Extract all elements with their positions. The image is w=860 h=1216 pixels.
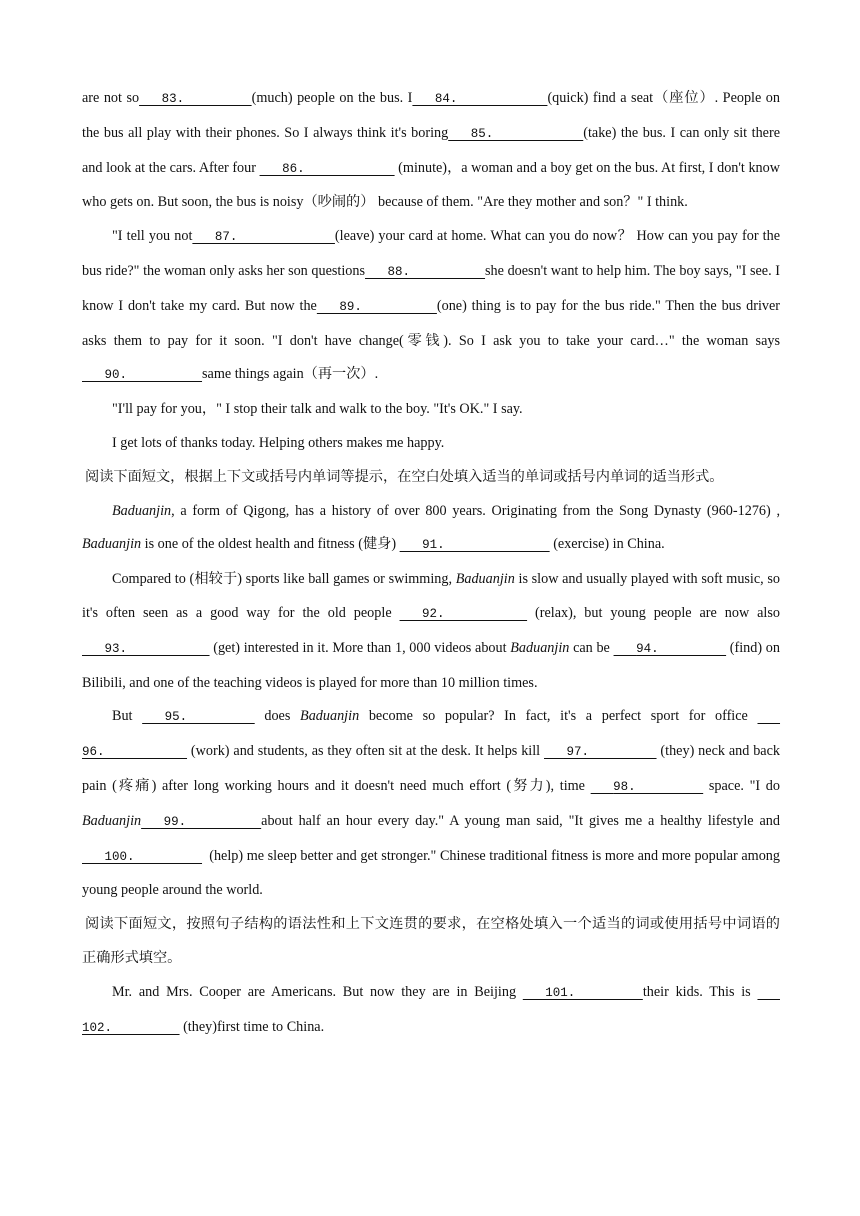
answer-blank[interactable] [758, 701, 781, 735]
paragraph [82, 700, 784, 908]
text-run: (help) me sleep better and get stronger." Chinese traditional fitness is more and more popular among young people around the world. [82, 847, 784, 899]
text-run: (minute)，a woman and a boy get on the bus. At first, I don't know who gets on. But soon, the bus is noisy（吵闹的） because of them. "Are they mother and son？" I think. [82, 159, 784, 211]
italic-term: Baduanjin [510, 639, 570, 656]
italic-term: Baduanjin [455, 571, 515, 588]
paragraph [82, 908, 780, 976]
text-run: space. "I do [703, 777, 784, 794]
italic-term: Baduanjin [300, 708, 360, 725]
document-page [82, 82, 784, 1045]
text-run: "I tell you not [112, 228, 193, 245]
answer-blank[interactable] [614, 633, 637, 667]
answer-blank[interactable]: 90. [82, 368, 203, 383]
answer-blank[interactable]: 89. [316, 299, 437, 314]
text-run: their kids. This is [642, 983, 758, 1000]
answer-blank[interactable]: 100. [82, 849, 203, 864]
text-run: (take) the bus. I can only sit there and look at the cars. After four [82, 124, 784, 176]
text-run: (leave) your card at home. What can you do now？ How can you pay for the bus ride?" the woman only asks her son questions [82, 228, 784, 279]
text-run: (relax), but young people are now also [527, 604, 784, 621]
text-run: is slow and usually played with soft music, so it's often seen as a good way for the old people [82, 571, 784, 621]
answer-blank[interactable] [591, 771, 614, 805]
text-run: I get lots of thanks today. Helping others makes me happy. [112, 434, 445, 451]
text-run: she doesn't want to help him. The boy says, "I see. I know I don't take my card. But now the [82, 262, 784, 314]
answer-blank[interactable]: 85. [448, 126, 584, 141]
paragraph [82, 427, 780, 461]
paragraph [82, 393, 780, 427]
text-run: (work) and students, as they often sit at the desk. It helps kill [187, 743, 544, 760]
text-run: But [112, 708, 143, 725]
text-run: does [254, 708, 301, 725]
text-run: , a form of Qigong, has a history of over 800 years. Originating from the Song Dynasty (960-1276) , [171, 502, 784, 519]
answer-blank[interactable]: 94. [636, 641, 727, 656]
answer-blank[interactable]: 98. [613, 779, 704, 794]
answer-blank[interactable] [757, 977, 780, 1011]
answer-blank[interactable]: 101. [522, 985, 643, 1000]
paragraph [82, 220, 784, 393]
text-run: 阅读下面短文，根据上下文或括号内单词等提示，在空白处填入适当的单词或括号内单词的适当形式。 [85, 468, 724, 485]
answer-blank[interactable]: 91. [399, 538, 550, 553]
text-run: "I'll pay for you，" I stop their talk and walk to the boy. "It's OK." I say. [112, 401, 523, 418]
answer-blank[interactable]: 95. [142, 710, 255, 725]
answer-blank[interactable]: 92. [399, 606, 528, 621]
answer-blank[interactable]: 102. [82, 1020, 180, 1035]
text-run: can be [569, 639, 614, 656]
text-run: (much) people on the bus. I [251, 90, 413, 106]
italic-term: Baduanjin [82, 812, 142, 829]
answer-blank[interactable]: 88. [365, 264, 486, 279]
text-run: (they)first time to China. [179, 1018, 325, 1035]
text-run: about half an hour every day." A young man said, "It gives me a healthy lifestyle and [261, 812, 784, 829]
text-run: (quick) find a seat（座位）. People on the bus all play with their phones. So I always think it's boring [82, 90, 784, 141]
answer-blank[interactable]: 97. [544, 745, 657, 760]
paragraph [82, 495, 784, 564]
answer-blank[interactable]: 84. [412, 92, 548, 106]
italic-term: Baduanjin [82, 536, 142, 553]
answer-blank[interactable]: 86. [259, 161, 395, 176]
paragraph [82, 976, 780, 1046]
answer-blank[interactable]: 87. [192, 230, 335, 245]
paragraph [82, 563, 784, 700]
answer-blank[interactable]: 99. [141, 814, 262, 829]
paragraph [82, 82, 784, 220]
text-run: become so popular? In fact, it's a perfect sport for office [359, 708, 758, 725]
text-run: Compared to (相较于) sports like ball games or swimming, [112, 571, 456, 588]
text-run: are not so [82, 90, 140, 106]
paragraph [82, 461, 780, 495]
text-run: (exercise) in China. [549, 536, 665, 553]
text-run: (get) interested in it. More than 1, 000 videos about [209, 639, 511, 656]
text-run: (find) on Bilibili, and one of the teaching videos is played for more than 10 million times. [82, 639, 784, 691]
answer-blank[interactable]: 83. [139, 92, 252, 106]
answer-blank[interactable]: 93. [82, 641, 210, 656]
text-run: is one of the oldest health and fitness (健身) [141, 536, 400, 553]
answer-blank[interactable]: 96. [82, 745, 188, 760]
text-run: (one) thing is to pay for the bus ride." Then the bus driver asks them to pay for it soon. "I don't have change(零钱). So I ask you to take your card…" the woman says [82, 297, 784, 349]
text-run: (they) neck and back pain (疼痛) after long working hours and it doesn't need much effort (努力), time [82, 743, 784, 794]
text-run: same things again（再一次）. [202, 366, 379, 383]
text-run: 阅读下面短文，按照句子结构的语法性和上下文连贯的要求，在空格处填入一个适当的词或使用括号中词语的正确形式填空。 [82, 916, 780, 966]
italic-term: Baduanjin [112, 502, 172, 519]
text-run: Mr. and Mrs. Cooper are Americans. But now they are in Beijing [112, 983, 523, 1000]
